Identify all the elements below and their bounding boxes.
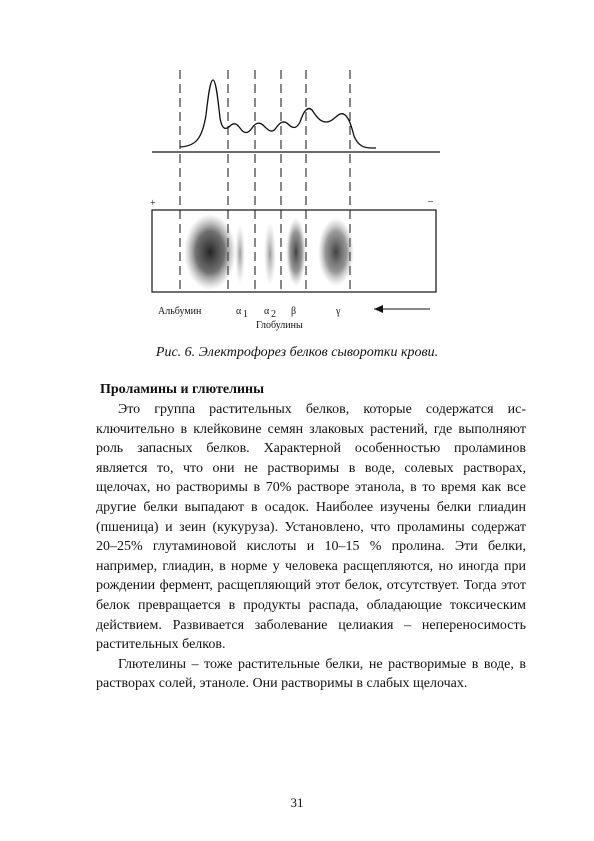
figure-caption: Рис. 6. Электрофорез белков сыворотки крови. — [155, 345, 439, 360]
gamma-band — [318, 218, 354, 286]
paragraph: Это группа растительных белков, которые содержатся исключительно в клейковине семян злаковых растений, где выполняют роль запасных белков. Характерной особенностью проламинов является то, что они не растворимы в воде, солевых растворах, щелочах, но растворимы в 70% растворе этанола, в то время как все другие белки выпадают в осадок. Наиболее изучены белки глиадин (пшеница) и зеин (кукуруза). Установлено, что проламины содержат 20–25% глутаминовой кислоты и 10–15 % пролина. Эти белки, например, глиадин, в норме у человека расщепляются, но иногда при рождении фермент, расщепляющий этот белок, отсутствует. Тогда этот белок превращается в продукты распада, обладающие токсическим действием. Развивается заболевание целиакия – непереносимость растительных белков. — [96, 402, 526, 653]
migration-arrow-icon — [374, 305, 430, 313]
albumin-band — [184, 214, 236, 290]
globulins-label: Глобулины — [256, 320, 303, 331]
gamma-label: γ — [336, 306, 341, 317]
alpha2-subscript: 2 — [271, 309, 276, 320]
article-section — [96, 380, 526, 694]
page-number: 31 — [290, 795, 304, 810]
anode-sign: + — [150, 198, 156, 209]
alpha1-band — [235, 224, 245, 284]
beta-band — [286, 218, 306, 286]
densitogram-curve — [180, 80, 376, 148]
paragraph: Глютелины – тоже растительные белки, не растворимые в воде, в растворах солей, этаноле. Они растворимы в слабых щелочах. — [96, 656, 526, 692]
protein-bands — [184, 214, 354, 290]
cathode-sign: – — [428, 196, 433, 207]
alpha1-label: α — [236, 306, 242, 317]
beta-label: β — [291, 306, 297, 317]
albumin-label: Альбумин — [158, 306, 202, 317]
alpha2-band — [264, 222, 276, 286]
electrophoresis-figure — [140, 60, 450, 340]
alpha2-label: α — [264, 306, 270, 317]
alpha1-subscript: 1 — [243, 309, 248, 320]
section-heading: Проламины и глютелины — [100, 382, 265, 397]
electrophoresis-diagram — [140, 60, 450, 340]
